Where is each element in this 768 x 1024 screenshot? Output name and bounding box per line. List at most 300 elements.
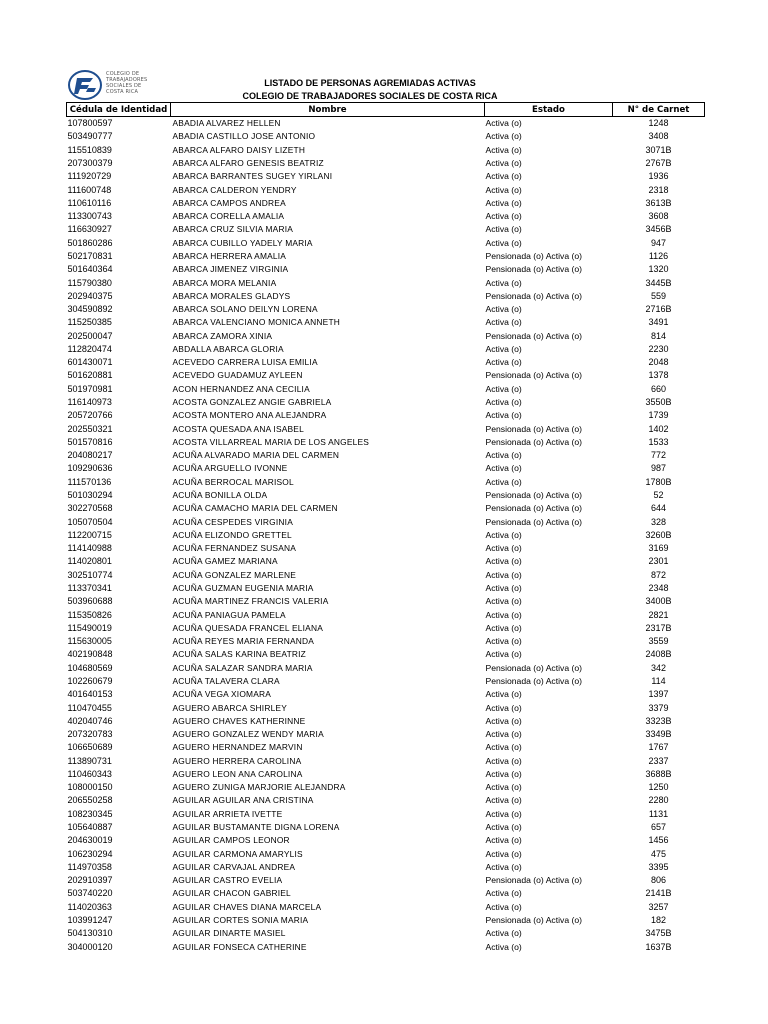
nombre-cell: ACUÑA ELIZONDO GRETTEL xyxy=(172,529,292,540)
table-row xyxy=(67,130,705,143)
estado-cell: Activa (o) xyxy=(485,237,522,248)
table-row xyxy=(67,476,705,489)
table-row xyxy=(67,436,705,449)
cedula-cell: 206550258 xyxy=(67,795,113,806)
estado-cell: Pensionada (o) Activa (o) xyxy=(485,915,582,926)
carnet-cell: 3323B xyxy=(645,715,672,726)
nombre-cell: ACUÑA ARGUELLO IVONNE xyxy=(172,463,288,474)
nombre-cell: AGUILAR BUSTAMANTE DIGNA LORENA xyxy=(172,822,340,833)
cedula-cell: 504130310 xyxy=(67,928,113,939)
carnet-cell: 52 xyxy=(653,490,664,501)
carnet-cell: 772 xyxy=(650,450,667,461)
table-row xyxy=(67,449,705,462)
cedula-cell: 115490019 xyxy=(67,622,112,633)
carnet-cell: 3169 xyxy=(648,543,669,554)
carnet-cell: 1767 xyxy=(648,742,669,753)
estado-cell: Activa (o) xyxy=(485,715,522,726)
table-row xyxy=(67,250,705,263)
estado-cell: Pensionada (o) Activa (o) xyxy=(485,875,582,886)
cedula-cell: 114020801 xyxy=(67,556,112,567)
cedula-cell: 202910397 xyxy=(67,875,113,886)
estado-cell: Activa (o) xyxy=(485,782,522,793)
carnet-cell: 342 xyxy=(650,662,667,673)
table-row xyxy=(67,117,705,131)
nombre-cell: ACUÑA QUESADA FRANCEL ELIANA xyxy=(172,622,323,633)
cedula-cell: 105640887 xyxy=(67,822,113,833)
cedula-cell: 114970358 xyxy=(67,861,112,872)
college-logo-icon xyxy=(68,68,104,102)
table-row xyxy=(67,489,705,502)
table-row xyxy=(67,887,705,900)
estado-cell: Activa (o) xyxy=(485,742,522,753)
carnet-cell: 3260B xyxy=(645,529,672,540)
table-row xyxy=(67,728,705,741)
table-row xyxy=(67,715,705,728)
carnet-cell: 3257 xyxy=(648,901,669,912)
estado-cell: Activa (o) xyxy=(485,118,522,129)
table-row xyxy=(67,622,705,635)
estado-cell: Activa (o) xyxy=(485,861,522,872)
table-row xyxy=(67,144,705,157)
estado-cell: Activa (o) xyxy=(485,383,522,394)
table-row xyxy=(67,343,705,356)
estado-cell: Activa (o) xyxy=(485,224,522,235)
cedula-cell: 111600748 xyxy=(67,184,112,195)
estado-cell: Pensionada (o) Activa (o) xyxy=(485,423,582,434)
nombre-cell: ACUÑA TALAVERA CLARA xyxy=(172,675,280,686)
table-row xyxy=(67,595,705,608)
nombre-cell: ACUÑA GONZALEZ MARLENE xyxy=(172,569,297,580)
logo-caption: COLEGIO DE TRABAJADORES SOCIALES DE COSTA RICA xyxy=(106,71,148,95)
table-row xyxy=(67,263,705,276)
table-row xyxy=(67,847,705,860)
nombre-cell: AGUILAR CHACON GABRIEL xyxy=(172,888,291,899)
estado-cell: Activa (o) xyxy=(485,901,522,912)
carnet-cell: 1936 xyxy=(648,171,669,182)
carnet-cell: 657 xyxy=(650,822,667,833)
table-row xyxy=(67,502,705,515)
estado-cell: Pensionada (o) Activa (o) xyxy=(485,662,582,673)
carnet-cell: 1248 xyxy=(648,118,669,129)
nombre-cell: ABARCA VALENCIANO MONICA ANNETH xyxy=(172,317,341,328)
estado-cell: Activa (o) xyxy=(485,768,522,779)
nombre-cell: AGUILAR AGUILAR ANA CRISTINA xyxy=(172,795,314,806)
nombre-cell: AGUILAR CARVAJAL ANDREA xyxy=(172,861,296,872)
estado-cell: Activa (o) xyxy=(485,171,522,182)
table-row xyxy=(67,662,705,675)
cedula-cell: 110460343 xyxy=(67,768,112,779)
column-header-nombre: Nombre xyxy=(171,103,485,117)
nombre-cell: ACUÑA BERROCAL MARISOL xyxy=(172,476,294,487)
cedula-cell: 115250385 xyxy=(67,317,112,328)
cedula-cell: 114140988 xyxy=(67,543,112,554)
nombre-cell: ABARCA ZAMORA XINIA xyxy=(172,330,273,341)
college-logo xyxy=(68,68,158,104)
estado-cell: Activa (o) xyxy=(485,529,522,540)
carnet-cell: 1378 xyxy=(648,370,669,381)
estado-cell: Activa (o) xyxy=(485,317,522,328)
estado-cell: Activa (o) xyxy=(485,197,522,208)
nombre-cell: ABARCA BARRANTES SUGEY YIRLANI xyxy=(172,171,333,182)
nombre-cell: AGUERO CHAVES KATHERINNE xyxy=(172,715,306,726)
nombre-cell: ACUÑA GUZMAN EUGENIA MARIA xyxy=(172,582,314,593)
estado-cell: Activa (o) xyxy=(485,543,522,554)
cedula-cell: 207320783 xyxy=(67,729,113,740)
estado-cell: Activa (o) xyxy=(485,277,522,288)
table-row xyxy=(67,197,705,210)
carnet-cell: 2337 xyxy=(648,755,669,766)
carnet-cell: 3688B xyxy=(645,768,672,779)
cedula-cell: 116140973 xyxy=(67,397,112,408)
carnet-cell: 3445B xyxy=(645,277,672,288)
nombre-cell: ABARCA MORALES GLADYS xyxy=(172,290,291,301)
table-row xyxy=(67,542,705,555)
nombre-cell: ACUÑA ALVARADO MARIA DEL CARMEN xyxy=(172,450,340,461)
table-row xyxy=(67,901,705,914)
carnet-cell: 1456 xyxy=(648,835,669,846)
table-row xyxy=(67,768,705,781)
nombre-cell: ACEVEDO CARRERA LUISA EMILIA xyxy=(172,357,318,368)
estado-cell: Pensionada (o) Activa (o) xyxy=(485,250,582,261)
nombre-cell: ACEVEDO GUADAMUZ AYLEEN xyxy=(172,370,303,381)
cedula-cell: 304590892 xyxy=(67,304,113,315)
cedula-cell: 502170831 xyxy=(67,250,113,261)
carnet-cell: 2141B xyxy=(645,888,672,899)
nombre-cell: ACOSTA GONZALEZ ANGIE GABRIELA xyxy=(172,397,332,408)
carnet-cell: 2230 xyxy=(648,343,669,354)
estado-cell: Activa (o) xyxy=(485,928,522,939)
carnet-cell: 2318 xyxy=(648,184,669,195)
table-row xyxy=(67,515,705,528)
nombre-cell: ACON HERNANDEZ ANA CECILIA xyxy=(172,383,310,394)
estado-cell: Activa (o) xyxy=(485,304,522,315)
carnet-cell: 475 xyxy=(650,848,667,859)
nombre-cell: ACUÑA CESPEDES VIRGINIA xyxy=(172,516,293,527)
cedula-cell: 503960688 xyxy=(67,596,113,607)
cedula-cell: 501860286 xyxy=(67,237,113,248)
table-row xyxy=(67,701,705,714)
cedula-cell: 109290636 xyxy=(67,463,113,474)
carnet-cell: 2767B xyxy=(645,157,672,168)
estado-cell: Activa (o) xyxy=(485,397,522,408)
carnet-cell: 3400B xyxy=(645,596,672,607)
nombre-cell: ACUÑA REYES MARIA FERNANDA xyxy=(172,636,315,647)
table-body xyxy=(67,117,705,954)
table-row xyxy=(67,794,705,807)
cedula-cell: 108230345 xyxy=(67,808,113,819)
carnet-cell: 3349B xyxy=(645,729,672,740)
nombre-cell: AGUERO ABARCA SHIRLEY xyxy=(172,702,288,713)
cedula-cell: 202550321 xyxy=(67,423,113,434)
table-row xyxy=(67,569,705,582)
cedula-cell: 401640153 xyxy=(67,689,113,700)
cedula-cell: 116630927 xyxy=(67,224,112,235)
nombre-cell: AGUILAR CARMONA AMARYLIS xyxy=(172,848,303,859)
table-row xyxy=(67,276,705,289)
nombre-cell: ABADIA ALVAREZ HELLEN xyxy=(172,118,281,129)
nombre-cell: ABARCA CRUZ SILVIA MARIA xyxy=(172,224,294,235)
cedula-cell: 205720766 xyxy=(67,410,113,421)
table-row xyxy=(67,940,705,953)
carnet-cell: 3475B xyxy=(645,928,672,939)
estado-cell: Activa (o) xyxy=(485,582,522,593)
nombre-cell: ACOSTA MONTERO ANA ALEJANDRA xyxy=(172,410,327,421)
table-row xyxy=(67,834,705,847)
table-row xyxy=(67,237,705,250)
cedula-cell: 110610116 xyxy=(67,197,112,208)
estado-cell: Activa (o) xyxy=(485,888,522,899)
carnet-cell: 1250 xyxy=(648,782,669,793)
cedula-cell: 204080217 xyxy=(67,450,113,461)
estado-cell: Activa (o) xyxy=(485,729,522,740)
nombre-cell: AGUILAR CAMPOS LEONOR xyxy=(172,835,290,846)
table-row xyxy=(67,582,705,595)
carnet-cell: 182 xyxy=(650,915,667,926)
carnet-cell: 559 xyxy=(650,290,667,301)
cedula-cell: 114020363 xyxy=(67,901,112,912)
nombre-cell: ABARCA HERRERA AMALIA xyxy=(172,250,287,261)
carnet-cell: 660 xyxy=(650,383,667,394)
nombre-cell: ABARCA CALDERON YENDRY xyxy=(172,184,297,195)
table-row xyxy=(67,356,705,369)
carnet-cell: 3608 xyxy=(648,211,669,222)
carnet-cell: 806 xyxy=(650,875,667,886)
carnet-cell: 3395 xyxy=(648,861,669,872)
nombre-cell: ACUÑA PANIAGUA PAMELA xyxy=(172,609,286,620)
nombre-cell: AGUILAR CHAVES DIANA MARCELA xyxy=(172,901,322,912)
carnet-cell: 3559 xyxy=(648,636,669,647)
estado-cell: Activa (o) xyxy=(485,211,522,222)
table-row xyxy=(67,635,705,648)
carnet-cell: 814 xyxy=(650,330,667,341)
column-header-cedula: Cédula de Identidad xyxy=(67,103,171,117)
nombre-cell: ACUÑA SALAZAR SANDRA MARIA xyxy=(172,662,313,673)
cedula-cell: 503740220 xyxy=(67,888,113,899)
table-row xyxy=(67,330,705,343)
table-row xyxy=(67,755,705,768)
cedula-cell: 501970981 xyxy=(67,383,113,394)
cedula-cell: 115510839 xyxy=(67,144,112,155)
carnet-cell: 328 xyxy=(650,516,667,527)
estado-cell: Activa (o) xyxy=(485,609,522,620)
nombre-cell: ABARCA JIMENEZ VIRGINIA xyxy=(172,264,289,275)
nombre-cell: AGUERO LEON ANA CAROLINA xyxy=(172,768,303,779)
table-row xyxy=(67,808,705,821)
column-header-carnet: N° de Carnet xyxy=(613,103,705,117)
estado-cell: Pensionada (o) Activa (o) xyxy=(485,516,582,527)
estado-cell: Activa (o) xyxy=(485,795,522,806)
cedula-cell: 110470455 xyxy=(67,702,112,713)
cedula-cell: 501030294 xyxy=(67,490,113,501)
table-row xyxy=(67,874,705,887)
table-row xyxy=(67,369,705,382)
estado-cell: Pensionada (o) Activa (o) xyxy=(485,436,582,447)
nombre-cell: AGUERO HERNANDEZ MARVIN xyxy=(172,742,303,753)
nombre-cell: AGUILAR ARRIETA IVETTE xyxy=(172,808,283,819)
estado-cell: Pensionada (o) Activa (o) xyxy=(485,330,582,341)
estado-cell: Activa (o) xyxy=(485,343,522,354)
table-row xyxy=(67,223,705,236)
members-table xyxy=(66,102,705,954)
nombre-cell: AGUILAR FONSECA CATHERINE xyxy=(172,941,307,952)
nombre-cell: ACUÑA MARTINEZ FRANCIS VALERIA xyxy=(172,596,329,607)
cedula-cell: 501620881 xyxy=(67,370,113,381)
nombre-cell: ACUÑA FERNANDEZ SUSANA xyxy=(172,543,297,554)
table-row xyxy=(67,383,705,396)
cedula-cell: 304000120 xyxy=(67,941,113,952)
nombre-cell: ABARCA ALFARO DAISY LIZETH xyxy=(172,144,306,155)
carnet-cell: 1402 xyxy=(648,423,669,434)
nombre-cell: ACUÑA SALAS KARINA BEATRIZ xyxy=(172,649,306,660)
table-row xyxy=(67,462,705,475)
carnet-cell: 3456B xyxy=(645,224,672,235)
estado-cell: Activa (o) xyxy=(485,157,522,168)
column-header-estado: Estado xyxy=(485,103,613,117)
table-row xyxy=(67,409,705,422)
cedula-cell: 106650689 xyxy=(67,742,113,753)
cedula-cell: 105070504 xyxy=(67,516,113,527)
cedula-cell: 112200715 xyxy=(67,529,112,540)
table-row xyxy=(67,648,705,661)
table-row xyxy=(67,529,705,542)
cedula-cell: 204630019 xyxy=(67,835,113,846)
carnet-cell: 1126 xyxy=(648,250,669,261)
estado-cell: Activa (o) xyxy=(485,569,522,580)
estado-cell: Activa (o) xyxy=(485,596,522,607)
document-title: LISTADO DE PERSONAS AGREMIADAS ACTIVAS xyxy=(264,78,476,88)
carnet-cell: 1780B xyxy=(645,476,672,487)
estado-cell: Activa (o) xyxy=(485,649,522,660)
cedula-cell: 113890731 xyxy=(67,755,112,766)
document-subtitle: COLEGIO DE TRABAJADORES SOCIALES DE COSTA RICA xyxy=(242,91,498,101)
estado-cell: Activa (o) xyxy=(485,476,522,487)
cedula-cell: 501640364 xyxy=(67,264,113,275)
cedula-cell: 106230294 xyxy=(67,848,113,859)
nombre-cell: ABARCA CORELLA AMALIA xyxy=(172,211,285,222)
estado-cell: Activa (o) xyxy=(485,808,522,819)
estado-cell: Activa (o) xyxy=(485,410,522,421)
table-row xyxy=(67,396,705,409)
cedula-cell: 115630005 xyxy=(67,636,112,647)
estado-cell: Pensionada (o) Activa (o) xyxy=(485,503,582,514)
table-row xyxy=(67,608,705,621)
nombre-cell: ABARCA CAMPOS ANDREA xyxy=(172,197,286,208)
cedula-cell: 104680569 xyxy=(67,662,113,673)
carnet-cell: 3071B xyxy=(645,144,672,155)
estado-cell: Pensionada (o) Activa (o) xyxy=(485,290,582,301)
nombre-cell: ABARCA MORA MELANIA xyxy=(172,277,277,288)
estado-cell: Activa (o) xyxy=(485,622,522,633)
nombre-cell: ACUÑA BONILLA OLDA xyxy=(172,490,268,501)
table-row xyxy=(67,555,705,568)
carnet-cell: 1320 xyxy=(648,264,669,275)
carnet-cell: 3379 xyxy=(648,702,669,713)
carnet-cell: 2716B xyxy=(645,304,672,315)
table-row xyxy=(67,210,705,223)
table-row xyxy=(67,675,705,688)
cedula-cell: 115790380 xyxy=(67,277,112,288)
cedula-cell: 108000150 xyxy=(67,782,113,793)
nombre-cell: ABADIA CASTILLO JOSE ANTONIO xyxy=(172,131,316,142)
carnet-cell: 2048 xyxy=(648,357,669,368)
estado-cell: Activa (o) xyxy=(485,463,522,474)
carnet-cell: 1739 xyxy=(648,410,669,421)
nombre-cell: ACUÑA CAMACHO MARIA DEL CARMEN xyxy=(172,503,338,514)
estado-cell: Pensionada (o) Activa (o) xyxy=(485,264,582,275)
nombre-cell: AGUILAR CASTRO EVELIA xyxy=(172,875,283,886)
carnet-cell: 1533 xyxy=(648,436,669,447)
carnet-cell: 987 xyxy=(650,463,667,474)
cedula-cell: 103991247 xyxy=(67,915,113,926)
cedula-cell: 111570136 xyxy=(67,476,112,487)
cedula-cell: 115350826 xyxy=(67,609,112,620)
cedula-cell: 402190848 xyxy=(67,649,113,660)
table-row xyxy=(67,170,705,183)
nombre-cell: ACUÑA VEGA XIOMARA xyxy=(172,689,272,700)
table-row xyxy=(67,861,705,874)
estado-cell: Activa (o) xyxy=(485,702,522,713)
table-row xyxy=(67,927,705,940)
cedula-cell: 202940375 xyxy=(67,290,113,301)
carnet-cell: 2301 xyxy=(648,556,669,567)
carnet-cell: 1397 xyxy=(648,689,669,700)
carnet-cell: 2317B xyxy=(645,622,672,633)
cedula-cell: 207300379 xyxy=(67,157,113,168)
carnet-cell: 2348 xyxy=(648,582,669,593)
estado-cell: Activa (o) xyxy=(485,689,522,700)
cedula-cell: 503490777 xyxy=(67,131,113,142)
estado-cell: Activa (o) xyxy=(485,450,522,461)
nombre-cell: AGUERO ZUNIGA MARJORIE ALEJANDRA xyxy=(172,782,346,793)
table-row xyxy=(67,157,705,170)
nombre-cell: AGUERO HERRERA CAROLINA xyxy=(172,755,302,766)
table-row xyxy=(67,821,705,834)
cedula-cell: 112820474 xyxy=(67,343,112,354)
carnet-cell: 3550B xyxy=(645,397,672,408)
estado-cell: Activa (o) xyxy=(485,184,522,195)
table-row xyxy=(67,303,705,316)
carnet-cell: 947 xyxy=(650,237,667,248)
estado-cell: Pensionada (o) Activa (o) xyxy=(485,370,582,381)
table-row xyxy=(67,422,705,435)
cedula-cell: 113370341 xyxy=(67,582,112,593)
carnet-cell: 3613B xyxy=(645,197,672,208)
estado-cell: Pensionada (o) Activa (o) xyxy=(485,490,582,501)
nombre-cell: ACUÑA GAMEZ MARIANA xyxy=(172,556,278,567)
carnet-cell: 2821 xyxy=(648,609,669,620)
cedula-cell: 111920729 xyxy=(67,171,112,182)
table-row xyxy=(67,688,705,701)
carnet-cell: 1131 xyxy=(648,808,669,819)
cedula-cell: 113300743 xyxy=(67,211,112,222)
cedula-cell: 302270568 xyxy=(67,503,113,514)
carnet-cell: 872 xyxy=(650,569,667,580)
carnet-cell: 114 xyxy=(651,675,666,686)
table-row xyxy=(67,290,705,303)
nombre-cell: ABDALLA ABARCA GLORIA xyxy=(172,343,284,354)
estado-cell: Activa (o) xyxy=(485,755,522,766)
nombre-cell: ABARCA SOLANO DEILYN LORENA xyxy=(172,304,318,315)
cedula-cell: 601430071 xyxy=(67,357,113,368)
nombre-cell: ACOSTA VILLARREAL MARIA DE LOS ANGELES xyxy=(172,436,370,447)
nombre-cell: AGUILAR CORTES SONIA MARIA xyxy=(172,915,309,926)
estado-cell: Activa (o) xyxy=(485,848,522,859)
cedula-cell: 501570816 xyxy=(67,436,113,447)
estado-cell: Activa (o) xyxy=(485,144,522,155)
nombre-cell: ACOSTA QUESADA ANA ISABEL xyxy=(172,423,304,434)
estado-cell: Activa (o) xyxy=(485,636,522,647)
carnet-cell: 2408B xyxy=(645,649,672,660)
